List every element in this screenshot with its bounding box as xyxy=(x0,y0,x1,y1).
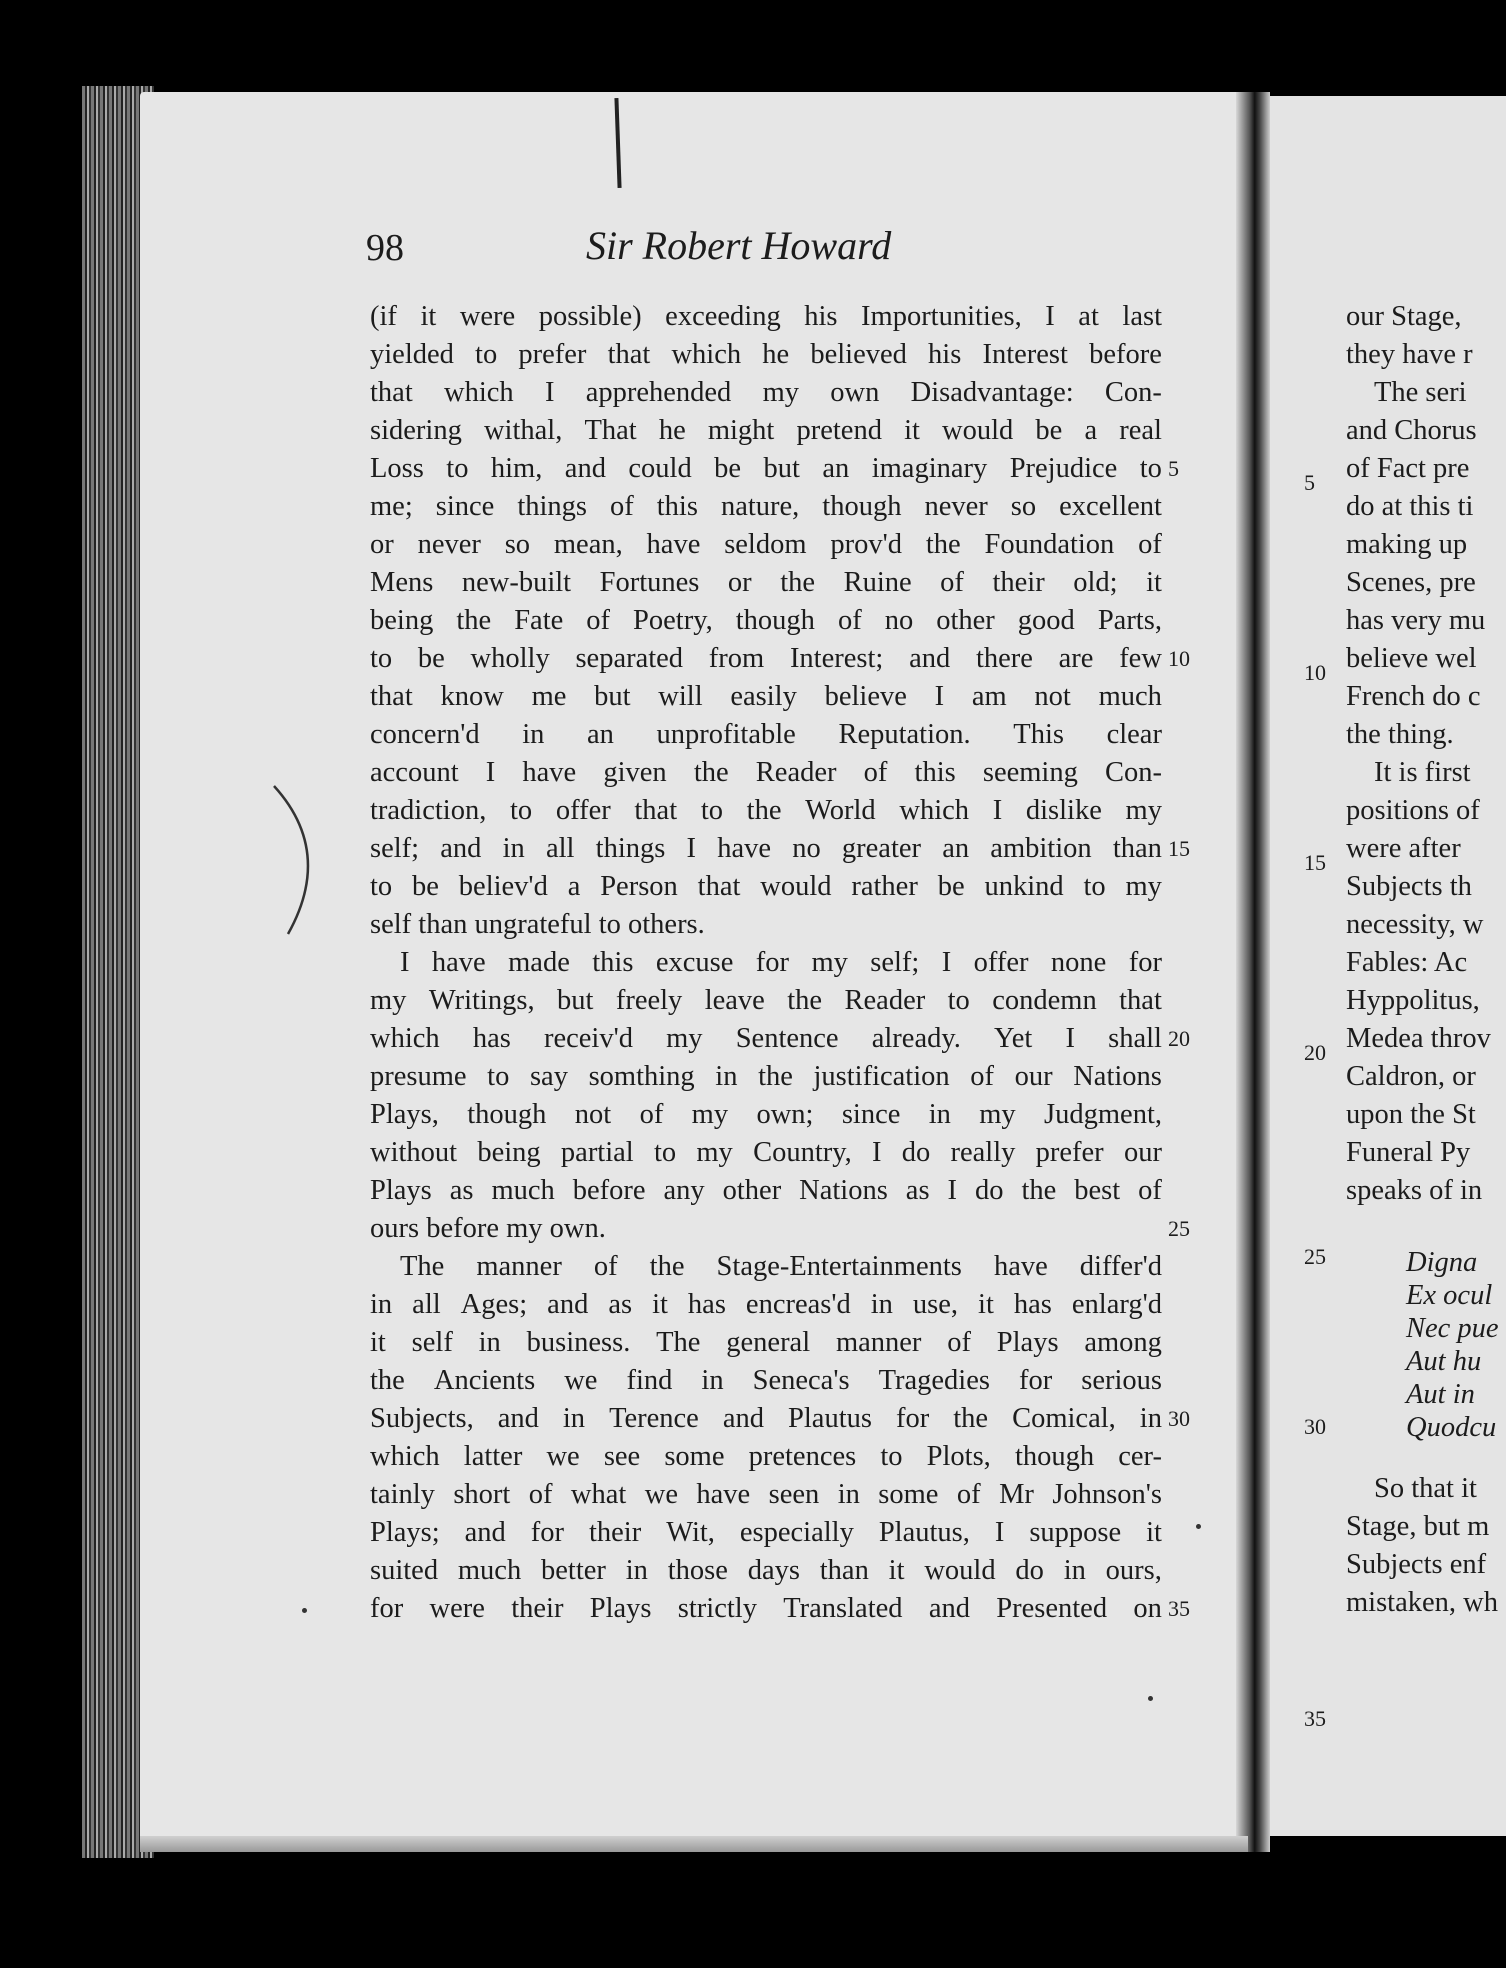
book-spine xyxy=(1236,92,1270,1852)
verse-line: Quodcu xyxy=(1406,1412,1497,1443)
text-line: account I have given the Reader of this seeming Con- xyxy=(370,757,1162,788)
verse-line: Nec pue xyxy=(1406,1313,1499,1344)
text-line: Subjects th xyxy=(1346,871,1472,902)
text-line: to be wholly separated from Interest; and there are few xyxy=(370,643,1162,674)
right-page-body xyxy=(1346,298,1506,1622)
text-line: Plays as much before any other Nations as I do the best of xyxy=(370,1175,1162,1206)
text-line: French do c xyxy=(1346,681,1481,712)
text-line: they have r xyxy=(1346,339,1473,370)
text-line: concern'd in an unprofitable Reputation. This clear xyxy=(370,719,1162,750)
text-line: do at this ti xyxy=(1346,491,1474,522)
line-number: 20 xyxy=(1168,1026,1190,1051)
left-page-body xyxy=(370,298,1162,1628)
margin-bracket-mark xyxy=(268,782,338,942)
text-line: The seri xyxy=(1374,377,1467,408)
text-line: or never so mean, have seldom prov'd the Foundation of xyxy=(370,529,1162,560)
text-line: the thing. xyxy=(1346,719,1454,750)
text-line: suited much better in those days than it would do in ours, xyxy=(370,1555,1162,1586)
text-line: to be believ'd a Person that would rather be unkind to my xyxy=(370,871,1162,902)
text-line: Loss to him, and could be but an imaginary Prejudice to xyxy=(370,453,1162,484)
text-line: that know me but will easily believe I am not much xyxy=(370,681,1162,712)
text-line: I have made this excuse for my self; I offer none for xyxy=(400,947,1162,978)
text-line: it self in business. The general manner of Plays among xyxy=(370,1327,1162,1358)
line-number: 30 xyxy=(1168,1406,1190,1431)
text-line: Hyppolitus, xyxy=(1346,985,1480,1016)
text-line: being the Fate of Poetry, though of no other good Parts, xyxy=(370,605,1162,636)
text-line: ours before my own. xyxy=(370,1213,606,1244)
text-line: yielded to prefer that which he believed his Interest before xyxy=(370,339,1162,370)
text-line: me; since things of this nature, though never so excellent xyxy=(370,491,1162,522)
text-line: tainly short of what we have seen in some of Mr Johnson's xyxy=(370,1479,1162,1510)
text-line: making up xyxy=(1346,529,1468,560)
text-line: self; and in all things I have no greater an ambition than xyxy=(370,833,1162,864)
text-line: speaks of in xyxy=(1346,1175,1483,1206)
verse-line: Digna xyxy=(1406,1247,1478,1278)
text-line: tradiction, to offer that to the World which I dislike my xyxy=(370,795,1162,826)
text-line: Medea throv xyxy=(1346,1023,1491,1054)
text-line: Mens new-built Fortunes or the Ruine of their old; it xyxy=(370,567,1162,598)
text-line: necessity, w xyxy=(1346,909,1484,940)
line-number: 35 xyxy=(1304,1706,1326,1731)
line-number: 15 xyxy=(1168,836,1190,861)
line-number: 5 xyxy=(1304,470,1315,495)
text-line: my Writings, but freely leave the Reader to condemn that xyxy=(370,985,1162,1016)
text-line: Stage, but m xyxy=(1346,1511,1490,1542)
text-line: mistaken, wh xyxy=(1346,1587,1498,1618)
text-line: believe wel xyxy=(1346,643,1477,674)
line-number: 20 xyxy=(1304,1040,1326,1065)
text-line: for were their Plays strictly Translated and Presented on xyxy=(370,1593,1162,1624)
text-line: Plays; and for their Wit, especially Plautus, I suppose it xyxy=(370,1517,1162,1548)
text-line: Fables: Ac xyxy=(1346,947,1468,978)
text-line: Subjects enf xyxy=(1346,1549,1487,1580)
text-line: upon the St xyxy=(1346,1099,1476,1130)
text-line: without being partial to my Country, I do really prefer our xyxy=(370,1137,1162,1168)
line-number: 5 xyxy=(1168,456,1179,481)
text-line: Scenes, pre xyxy=(1346,567,1476,598)
speck xyxy=(1148,1696,1153,1701)
text-line: positions of xyxy=(1346,795,1480,826)
line-number: 30 xyxy=(1304,1414,1326,1439)
line-number: 15 xyxy=(1304,850,1326,875)
text-line: Subjects, and in Terence and Plautus for the Comical, in xyxy=(370,1403,1162,1434)
verse-line: Aut in xyxy=(1406,1379,1475,1410)
text-line: Plays, though not of my own; since in my Judgment, xyxy=(370,1099,1162,1130)
text-line: and Chorus xyxy=(1346,415,1477,446)
line-number: 10 xyxy=(1168,646,1190,671)
text-line: our Stage, xyxy=(1346,301,1462,332)
text-line: has very mu xyxy=(1346,605,1486,636)
page-bottom-shadow xyxy=(140,1836,1248,1852)
text-line: self than ungrateful to others. xyxy=(370,909,705,940)
line-number: 25 xyxy=(1168,1216,1190,1241)
text-line: presume to say somthing in the justification of our Nations xyxy=(370,1061,1162,1092)
verse-line: Ex ocul xyxy=(1406,1280,1493,1311)
text-line: which latter we see some pretences to Plots, though cer- xyxy=(370,1441,1162,1472)
text-line: in all Ages; and as it has encreas'd in use, it has enlarg'd xyxy=(370,1289,1162,1320)
text-line: that which I apprehended my own Disadvantage: Con- xyxy=(370,377,1162,408)
speck xyxy=(302,1608,307,1613)
text-line: which has receiv'd my Sentence already. Yet I shall xyxy=(370,1023,1162,1054)
page-number: 98 xyxy=(366,227,404,269)
text-line: the Ancients we find in Seneca's Tragedies for serious xyxy=(370,1365,1162,1396)
speck xyxy=(1196,1524,1201,1529)
line-number: 10 xyxy=(1304,660,1326,685)
text-line: The manner of the Stage-Entertainments have differ'd xyxy=(400,1251,1162,1282)
text-line: Funeral Py xyxy=(1346,1137,1471,1168)
text-line: were after xyxy=(1346,833,1461,864)
text-line: (if it were possible) exceeding his Importunities, I at last xyxy=(370,301,1162,332)
text-line: of Fact pre xyxy=(1346,453,1470,484)
running-title: Sir Robert Howard xyxy=(586,223,892,268)
text-line: It is first xyxy=(1374,757,1471,788)
text-line: sidering withal, That he might pretend it would be a real xyxy=(370,415,1162,446)
line-number: 25 xyxy=(1304,1244,1326,1269)
line-number: 35 xyxy=(1168,1596,1190,1621)
text-line: So that it xyxy=(1374,1473,1477,1504)
text-line: Caldron, or xyxy=(1346,1061,1476,1092)
verse-line: Aut hu xyxy=(1406,1346,1482,1377)
